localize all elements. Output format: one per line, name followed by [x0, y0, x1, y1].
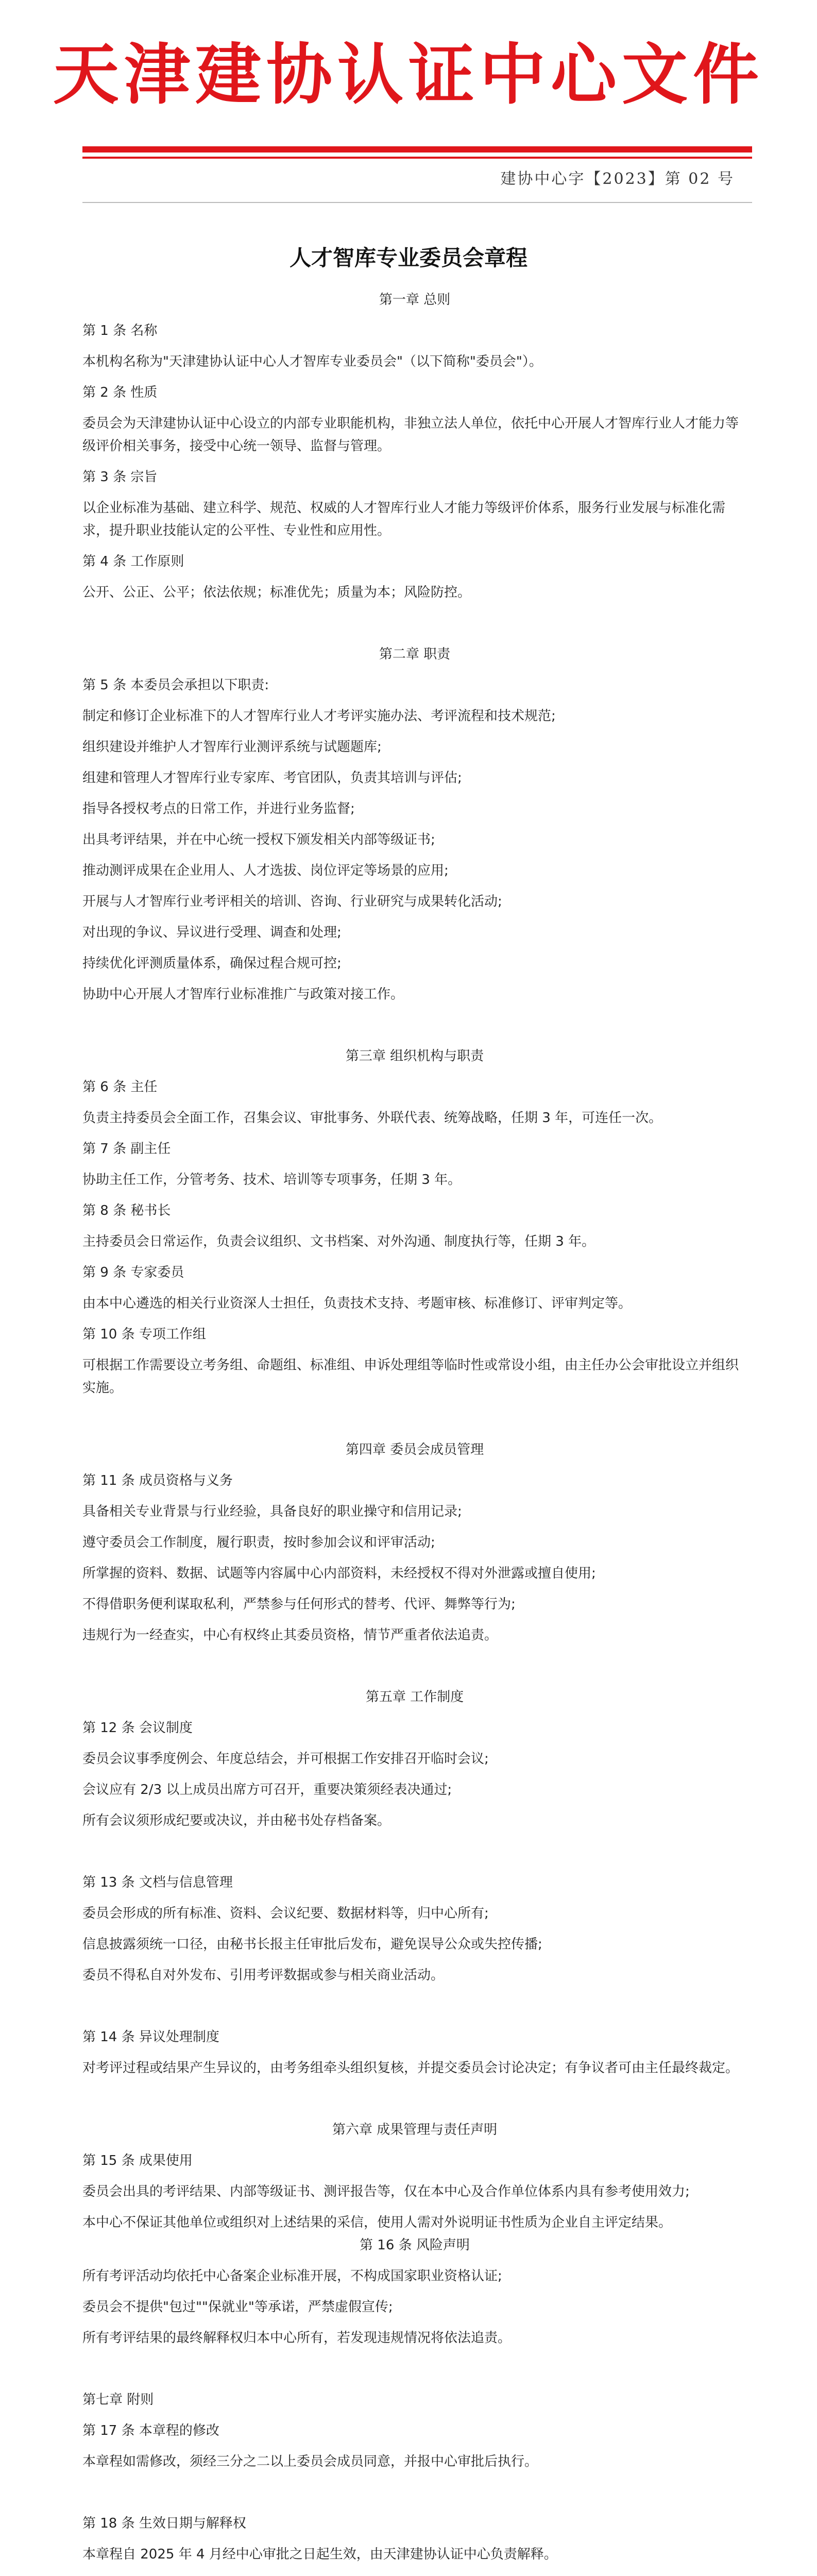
article-heading: 第 7 条 副主任 — [82, 1141, 171, 1157]
body-paragraph: 具备相关专业背景与行业经验，具备良好的职业操守和信用记录; — [82, 1504, 462, 1519]
body-paragraph: 主持委员会日常运作，负责会议组织、文书档案、对外沟通、制度执行等，任期 3 年。 — [82, 1234, 595, 1249]
body-paragraph: 指导各授权考点的日常工作，并进行业务监督; — [82, 801, 355, 817]
body-paragraph: 开展与人才智库行业考评相关的培训、咨询、行业研究与成果转化活动; — [82, 894, 502, 909]
body-paragraph: 会议应有 2/3 以上成员出席方可召开，重要决策须经表决通过; — [82, 1782, 452, 1798]
article-heading: 第七章 附则 — [82, 2392, 154, 2408]
chapter-heading: 第一章 总则 — [379, 292, 451, 308]
body-paragraph: 委员会出具的考评结果、内部等级证书、测评报告等，仅在本中心及合作单位体系内具有参考使用效力; — [82, 2184, 690, 2199]
body-paragraph: 本中心不保证其他单位或组织对上述结果的采信，使用人需对外说明证书性质为企业自主评定结果。 — [82, 2215, 672, 2230]
body-paragraph: 组建和管理人才智库行业专家库、考官团队，负责其培训与评估; — [82, 770, 462, 786]
article-heading: 第 17 条 本章程的修改 — [82, 2423, 219, 2438]
body-paragraph: 协助中心开展人才智库行业标准推广与政策对接工作。 — [82, 987, 404, 1002]
article-heading: 第 11 条 成员资格与义务 — [82, 1473, 233, 1488]
body-paragraph: 制定和修订企业标准下的人才智库行业人才考评实施办法、考评流程和技术规范; — [82, 708, 556, 724]
body-paragraph: 以企业标准为基础、建立科学、规范、权威的人才智库行业人才能力等级评价体系，服务行业发展与标准化需求，提升职业技能认定的公平性、专业性和应用性。 — [82, 500, 726, 538]
chapter-heading: 第三章 组织机构与职责 — [345, 1048, 484, 1064]
article-heading: 第 13 条 文档与信息管理 — [82, 1875, 233, 1890]
article-heading: 第 4 条 工作原则 — [82, 554, 184, 569]
grey-divider — [82, 202, 752, 203]
body-paragraph: 所有会议须形成纪要或决议，并由秘书处存档备案。 — [82, 1813, 391, 1828]
document-banner: 天津建协认证中心文件 — [53, 36, 764, 113]
body-paragraph: 公开、公正、公平；依法依规；标准优先；质量为本；风险防控。 — [82, 585, 471, 600]
article-heading: 第 10 条 专项工作组 — [82, 1327, 206, 1342]
body-paragraph: 委员会不提供"包过""保就业"等承诺，严禁虚假宣传; — [82, 2299, 393, 2315]
body-paragraph: 本机构名称为"天津建协认证中心人才智库专业委员会"（以下简称"委员会"）。 — [82, 354, 542, 369]
body-paragraph: 委员会形成的所有标准、资料、会议纪要、数据材料等，归中心所有; — [82, 1906, 489, 1921]
body-paragraph: 持续优化评测质量体系，确保过程合规可控; — [82, 956, 342, 971]
body-paragraph: 信息披露须统一口径，由秘书长报主任审批后发布，避免误导公众或失控传播; — [82, 1937, 542, 1952]
body-paragraph: 所有考评结果的最终解释权归本中心所有，若发现违规情况将依法追责。 — [82, 2330, 512, 2346]
body-paragraph: 对出现的争议、异议进行受理、调查和处理; — [82, 925, 342, 940]
body-paragraph: 可根据工作需要设立考务组、命题组、标准组、申诉处理组等临时性或常设小组，由主任办公会审批设立并组织实施。 — [82, 1358, 739, 1396]
body-paragraph: 组织建设并维护人才智库行业测评系统与试题题库; — [82, 739, 382, 755]
body-paragraph: 本章程自 2025 年 4 月经中心审批之日起生效，由天津建协认证中心负责解释。 — [82, 2547, 557, 2562]
document-number: 建协中心字【2023】第 02 号 — [500, 170, 735, 188]
body-paragraph: 出具考评结果，并在中心统一授权下颁发相关内部等级证书; — [82, 832, 435, 848]
body-paragraph: 不得借职务便利谋取私利，严禁参与任何形式的替考、代评、舞弊等行为; — [82, 1597, 516, 1612]
body-paragraph: 协助主任工作，分管考务、技术、培训等专项事务，任期 3 年。 — [82, 1172, 462, 1188]
article-heading: 第 1 条 名称 — [82, 323, 158, 338]
article-heading: 第 5 条 本委员会承担以下职责: — [82, 677, 269, 693]
body-paragraph: 负责主持委员会全面工作，召集会议、审批事务、外联代表、统筹战略，任期 3 年，可连任一次。 — [82, 1110, 662, 1126]
red-rule-thin — [82, 157, 752, 159]
article-heading: 第 9 条 专家委员 — [82, 1265, 184, 1280]
article-heading: 第 12 条 会议制度 — [82, 1720, 193, 1736]
body-paragraph: 委员不得私自对外发布、引用考评数据或参与相关商业活动。 — [82, 1968, 445, 1983]
article-heading: 第 14 条 异议处理制度 — [82, 2029, 219, 2045]
article-heading: 第 2 条 性质 — [82, 385, 158, 400]
body-paragraph: 对考评过程或结果产生异议的，由考务组牵头组织复核，并提交委员会讨论决定；有争议者可由主任最终裁定。 — [82, 2060, 739, 2076]
body-paragraph: 遵守委员会工作制度，履行职责，按时参加会议和评审活动; — [82, 1535, 435, 1550]
red-rule-thick — [82, 146, 752, 152]
body-paragraph: 委员会为天津建协认证中心设立的内部专业职能机构，非独立法人单位，依托中心开展人才智库行业人才能力等级评价相关事务，接受中心统一领导、监督与管理。 — [82, 416, 739, 454]
chapter-heading: 第二章 职责 — [379, 647, 451, 662]
body-paragraph: 所有考评活动均依托中心备案企业标准开展，不构成国家职业资格认证; — [82, 2268, 502, 2284]
article-heading: 第 6 条 主任 — [82, 1079, 158, 1095]
article-heading: 第 3 条 宗旨 — [82, 469, 158, 485]
article-heading: 第 15 条 成果使用 — [82, 2153, 193, 2168]
chapter-heading: 第四章 委员会成员管理 — [345, 1442, 484, 1458]
body-paragraph: 由本中心遴选的相关行业资深人士担任，负责技术支持、考题审核、标准修订、评审判定等。 — [82, 1296, 632, 1311]
body-paragraph: 所掌握的资料、数据、试题等内容属中心内部资料，未经授权不得对外泄露或擅自使用; — [82, 1566, 596, 1581]
document-body — [82, 289, 747, 2566]
body-paragraph: 推动测评成果在企业用人、人才选拔、岗位评定等场景的应用; — [82, 863, 449, 878]
body-paragraph: 违规行为一经查实，中心有权终止其委员资格，情节严重者依法追责。 — [82, 1628, 498, 1643]
body-paragraph: 委员会议事季度例会、年度总结会，并可根据工作安排召开临时会议; — [82, 1751, 489, 1767]
article-heading: 第 8 条 秘书长 — [82, 1203, 171, 1218]
chapter-heading: 第五章 工作制度 — [365, 1689, 464, 1705]
body-paragraph: 本章程如需修改，须经三分之二以上委员会成员同意，并报中心审批后执行。 — [82, 2454, 538, 2469]
document-title: 人才智库专业委员会章程 — [289, 245, 527, 270]
chapter-heading: 第六章 成果管理与责任声明 — [332, 2122, 498, 2138]
article-heading: 第 18 条 生效日期与解释权 — [82, 2516, 246, 2531]
chapter-heading: 第 16 条 风险声明 — [360, 2238, 470, 2253]
